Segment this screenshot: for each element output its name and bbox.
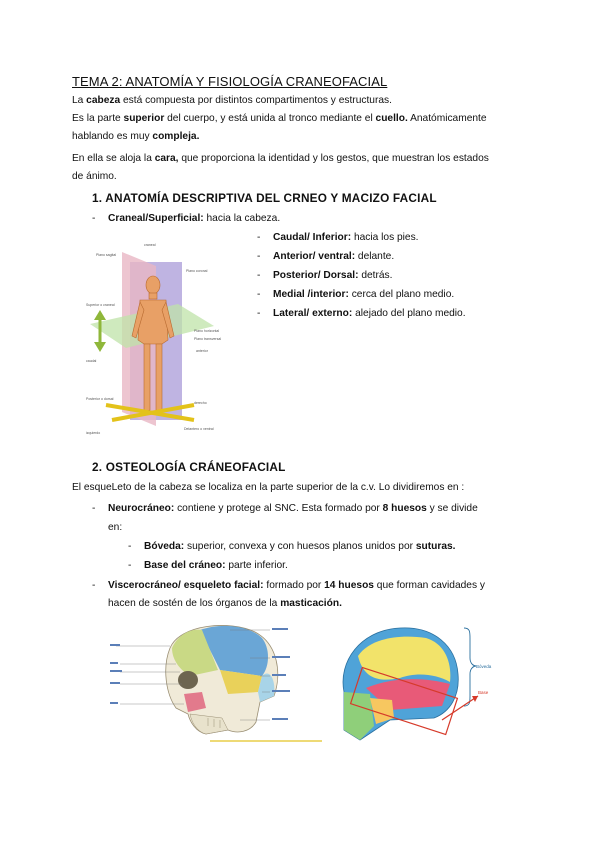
- label-coronal: Plano coronal: [186, 269, 208, 273]
- label-base: Base: [478, 690, 489, 695]
- section-1-heading: 1. ANATOMÍA DESCRIPTIVA DEL CRNEO Y MACIZO FACIAL: [92, 191, 437, 205]
- list-item: - Medial /interior: cerca del plano medio.: [257, 289, 455, 300]
- list-item: - Posterior/ Dorsal: detrás.: [257, 270, 393, 281]
- label-boveda: Bóveda: [476, 664, 492, 669]
- intro-line-1: La cabeza está compuesta por distintos compartimentos y estructuras.: [72, 95, 392, 106]
- caption-bar: [210, 740, 322, 742]
- vault-bracket: [464, 628, 476, 706]
- list-item-viscerocraneo: - Viscerocráneo/ esqueleto facial: formado por 14 huesos que forman cavidades y: [92, 580, 485, 591]
- label-transversal: Plano transversal: [194, 337, 222, 341]
- intro-line-3: hablando es muy compleja.: [72, 131, 200, 142]
- list-item: - Caudal/ Inferior: hacia los pies.: [257, 232, 419, 243]
- page-title: TEMA 2: ANATOMÍA Y FISIOLOGÍA CRANEOFACIAL: [72, 74, 388, 89]
- label-anterior: anterior: [196, 349, 208, 353]
- label-dorsal: Posterior o dorsal: [86, 397, 114, 401]
- label-right: derecho: [194, 401, 207, 405]
- skull-lateral-figure: [110, 618, 322, 748]
- list-item-neurocraneo: - Neurocráneo: contiene y protege al SNC. Esta formado por 8 huesos y se divide: [92, 503, 478, 514]
- anatomical-planes-figure: [82, 240, 222, 440]
- label-caudal: caudal: [86, 359, 97, 363]
- label-left: izquierdo: [86, 431, 101, 435]
- neurocraneo-cont: en:: [108, 522, 123, 533]
- intro-line-2: Es la parte superior del cuerpo, y está unida al tronco mediante el cuello. Anatómicamente: [72, 113, 487, 124]
- list-item-boveda: - Bóveda: superior, convexa y con huesos planos unidos por suturas.: [128, 541, 456, 552]
- section-2-intro: El esqueLeto de la cabeza se localiza en la parte superior de la c.v. Lo dividiremos en :: [72, 482, 465, 493]
- list-item: - Anterior/ ventral: delante.: [257, 251, 395, 262]
- intro-line-5: de ánimo.: [72, 171, 117, 182]
- label-horizontal: Plano horizontal: [194, 329, 220, 333]
- label-superior: Superior o craneal: [86, 303, 115, 307]
- section-2-heading: 2. OSTEOLOGÍA CRÁNEOFACIAL: [92, 460, 286, 474]
- orbit: [178, 671, 198, 689]
- list-item: - Craneal/Superficial: hacia la cabeza.: [92, 213, 281, 224]
- intro-line-4: En ella se aloja la cara, que proporciona la identidad y los gestos, que muestran los estados: [72, 153, 489, 164]
- label-sagittal: Plano sagital: [96, 253, 117, 257]
- label-cranial: craneal: [144, 243, 156, 247]
- label-ventral: Delantero o ventral: [184, 427, 214, 431]
- list-item: - Lateral/ externo: alejado del plano medio.: [257, 308, 466, 319]
- viscerocraneo-cont: hacen de sostén de los órganos de la masticación.: [108, 598, 342, 609]
- skull-sagittal-figure: [330, 622, 495, 747]
- list-item-base: - Base del cráneo: parte inferior.: [128, 560, 288, 571]
